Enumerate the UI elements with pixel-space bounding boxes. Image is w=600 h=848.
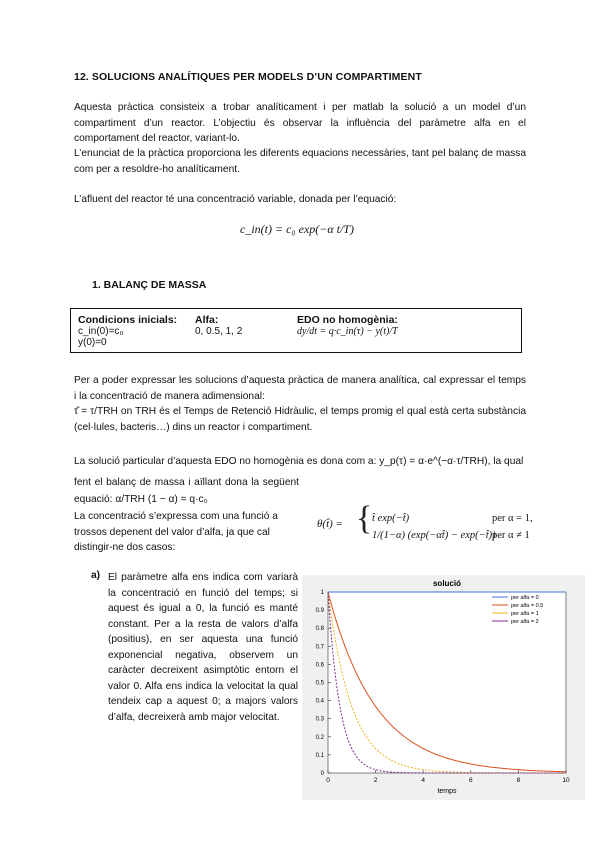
table-header-edo: EDO no homogènia: (297, 314, 398, 326)
cases-lhs: θ(t̂) = (317, 518, 343, 530)
y-tick-label: 0.3 (315, 716, 324, 723)
x-tick-label: 6 (468, 777, 473, 784)
intro-paragraph-2: L’enunciat de la pràctica proporciona les diferents equacions necessàries, tant pel balanç de massa com per a resoldre-ho analíticament. (74, 148, 526, 175)
y-tick-label: 0.6 (315, 662, 324, 669)
legend-label: per alfa = 2 (511, 619, 539, 625)
list-item-alpha: El paràmetre alfa ens indica com variarà la concentració en funció del temps; si aquest és igual a 0, la funció es manté constant. Per a la resta de valors d’alfa (positius), en ser aquesta una funció exponencial negativa, observem un caràcter decreixent asimptòtic entorn el valor 0. Alfa ens indica la velocitat la qual tendeix cap a aquest 0; a majors valors d’alfa, decreixerà amb major velocitat. (108, 572, 298, 723)
intro-paragraph-3: L’afluent del reactor té una concentració variable, donada per l’equació: (74, 194, 397, 205)
equation-cin: c_in(t) = c₀ exp(−α t/T) (240, 222, 354, 236)
case-2-condition: per α ≠ 1 (492, 530, 530, 541)
table-value-edo: dy/dt = q·c_in(τ) − y(t)/T (297, 326, 398, 337)
y-tick-label: 0.4 (315, 698, 324, 705)
page-title: 12. SOLUCIONS ANALÍTIQUES PER MODELS D’UN COMPARTIMENT (74, 71, 422, 83)
y-tick-label: 0.7 (315, 644, 324, 651)
solution-chart (302, 575, 585, 800)
table-header-initial-conditions: Condicions inicials: (78, 314, 178, 326)
case-1-condition: per α = 1, (492, 513, 533, 524)
case-2-expression: 1/(1−α) (exp(−αt̂) − exp(−t̂)) (372, 530, 496, 541)
cases-brace: { (356, 500, 373, 537)
legend-label: per alfa = 0 (511, 595, 539, 601)
paragraph-adimensional: Per a poder expressar les solucions d’aquesta pràctica de manera analítica, cal expressar el temps i la concentració de manera adimensional: (74, 375, 526, 402)
case-1-expression: t̂ exp(−t̂) (372, 513, 410, 524)
section-heading: 1. BALANÇ DE MASSA (92, 279, 207, 291)
table-header-alpha: Alfa: (195, 314, 219, 326)
y-tick-label: 0.9 (315, 608, 324, 615)
x-tick-label: 10 (562, 777, 570, 784)
x-tick-label: 4 (421, 777, 426, 784)
x-tick-label: 0 (326, 777, 330, 784)
x-tick-label: 2 (373, 777, 378, 784)
conditions-table (70, 308, 522, 353)
legend-label: per alfa = 0.5 (511, 603, 544, 609)
y-tick-label: 0 (320, 771, 324, 777)
y-tick-label: 1 (320, 590, 324, 596)
table-value-alpha: 0, 0.5, 1, 2 (195, 326, 243, 337)
paragraph-trh: τ̂ = τ/TRH on TRH és el Temps de Retenció Hidràulic, el temps promig el qual està certa substància (cel·lules, bacteris…) dins un reactor i compartiment. (74, 406, 526, 433)
y-tick-label: 0.2 (315, 734, 324, 741)
intro-paragraph-1: Aquesta pràctica consisteix a trobar analíticament i per matlab la solució a un model d’un compartiment d’un reactor. L’objectiu és observar la influència del paràmetre alfa en el comportament del reactor, variant-lo. (74, 102, 526, 144)
y-tick-label: 0.8 (315, 626, 324, 633)
y-tick-label: 0.5 (315, 680, 324, 687)
chart-xlabel: temps (437, 788, 457, 795)
chart-title: solució (432, 579, 462, 588)
paragraph-mass-balance: fent el balanç de massa i aïllant dona la següent equació: α/TRH (1 − α) = q·c₀ (74, 477, 299, 505)
table-value-cin: c_in(0)=c₀ (78, 326, 124, 337)
x-tick-label: 8 (516, 777, 521, 784)
legend-label: per alfa = 1 (511, 611, 539, 617)
y-tick-label: 0.1 (315, 752, 324, 759)
table-value-y0: y(0)=0 (78, 337, 107, 348)
paragraph-particular-solution: La solució particular d’aquesta EDO no homogènia es dona com a: y_p(τ) = α·e^(−α·τ/TRH), la qual (74, 456, 524, 467)
list-marker: a) (91, 570, 101, 581)
paragraph-piecewise: La concentració s’expressa com una funció a trossos depenent del valor d’alfa, ja que cal distingir-ne dos casos: (74, 511, 278, 553)
